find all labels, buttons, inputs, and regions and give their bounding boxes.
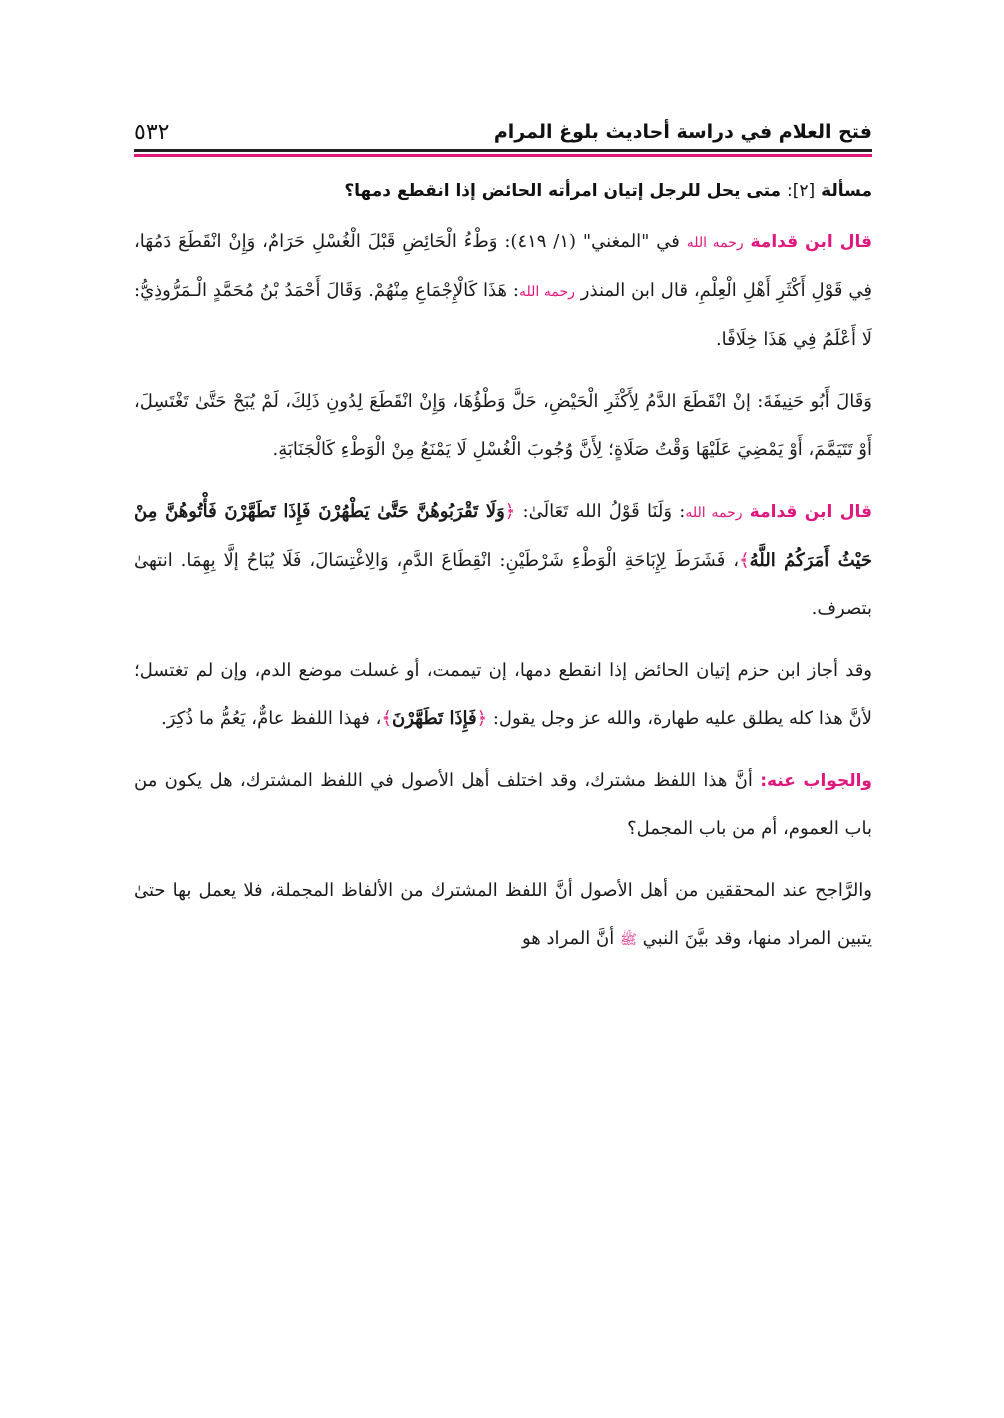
running-title: فتح العلام في دراسة أحاديث بلوغ المرام xyxy=(493,121,872,143)
page-header xyxy=(134,112,872,152)
paragraph-text: والرَّاجح عند المحققين من أهل الأصول أنَّ اللفظ المشترك من الألفاظ المجملة، فلا يعمل بها حتىٰ يتبين المراد منها، وقد بيَّنَ النبي xyxy=(134,880,872,949)
paragraph-text: أنَّ هذا اللفظ مشترك، وقد اختلف أهل الأصول في اللفظ المشترك، هل يكون من باب العموم، أم من باب المجمل؟ xyxy=(134,770,872,839)
quran-verse: فَإِذَا تَطَهَّرْنَ xyxy=(391,708,477,729)
paragraph-text: أنَّ المراد هو xyxy=(521,928,615,949)
paragraph-text: : وَلَنَا قَوْلُ الله تَعَالَىٰ: xyxy=(522,501,686,522)
honorific-symbol: رحمه الله xyxy=(518,284,575,300)
paragraph-5 xyxy=(134,757,872,853)
paragraph-text: وقد أجاز ابن حزم إتيان الحائض إذا انقطع دمها، إن تيممت، أو غسلت موضع الدم، وإن لم تغتسل؛ لأنَّ هذا كله يطلق عليه طهارة، والله عز وجل يقول: xyxy=(134,660,872,729)
answer-label: والجواب عنه: xyxy=(760,771,872,791)
paragraph-6 xyxy=(134,867,872,964)
speaker-label: قال ابن قدامة xyxy=(750,232,872,252)
quran-bracket-close: ﴾ xyxy=(381,708,392,729)
paragraph-3 xyxy=(134,488,872,633)
header-rule-pink xyxy=(134,154,872,157)
quran-bracket-open: ﴿ xyxy=(476,708,488,729)
honorific-symbol: رحمه الله xyxy=(685,505,743,521)
paragraph-text: ، فَشَرَطَ لِإِبَاحَةِ الْوَطْءِ شَرْطَيْنِ: انْقِطَاعَ الدَّمِ، وَالِاغْتِسَالَ، فَلَا يُبَاحُ إلَّا بِهِمَا. انتهىٰ بتصرف. xyxy=(134,550,872,619)
quran-bracket-close: ﴾ xyxy=(739,550,750,571)
quran-bracket-open: ﴿ xyxy=(504,501,516,522)
salutation-symbol: ﷺ xyxy=(619,932,637,948)
header-rule-dark xyxy=(134,149,872,152)
paragraph-text: ، فهذا اللفظ عامٌّ، يَعُمُّ ما ذُكِرَ. xyxy=(161,708,382,729)
quran-verse: وَلَا تَقْرَبُوهُنَّ حَتَّىٰ يَطْهُرْنَ فَإِذَا تَطَهَّرْنَ فَأْتُوهُنَّ مِنْ حَيْثُ أَمَرَكُمُ اللَّهُ xyxy=(134,501,872,571)
paragraph-text: في "المغني" (١/ ٤١٩): وَطْءُ الْحَائِضِ قَبْلَ الْغُسْلِ حَرَامٌ، وَإِنْ انْقَطَعَ دَمُهَا، فِي قَوْلِ أَكْثَرِ أَهْلِ الْعِلْمِ، قال ابن المنذر xyxy=(134,231,872,301)
page-number: ٥٣٢ xyxy=(134,119,170,145)
paragraph-1 xyxy=(134,218,872,364)
paragraph-text: وَقَالَ أَبُو حَنِيفَةَ: إنْ انْقَطَعَ الدَّمُ لِأَكْثَرِ الْحَيْضِ، حَلَّ وَطْؤُهَا، وَإِنْ انْقَطَعَ لِدُونِ ذَلِكَ، لَمْ يُبَحْ حَتَّىٰ تَغْتَسِلَ، أَوْ تَتَيَمَّمَ، أَوْ يَمْضِيَ عَلَيْهَا وَقْتُ صَلَاةٍ؛ لِأَنَّ وُجُوبَ الْغُسْلِ لَا يَمْنَعُ مِنْ الْوَطْءِ كَالْجَنَابَةِ. xyxy=(134,391,872,460)
paragraph-4 xyxy=(134,647,872,743)
paragraph-text: : هَذَا كَالْإِجْمَاعِ مِنْهُمْ. وَقَالَ أَحْمَدُ بْنُ مُحَمَّدٍ الْـمَرُّوذِيُّ: لَا أَعْلَمُ فِي هَذَا خِلَافًا. xyxy=(134,280,872,350)
issue-question: متى يحل للرجل إتيان امرأته الحائض إذا انقطع دمها؟ xyxy=(344,181,782,201)
page-content xyxy=(134,172,872,978)
paragraph-2 xyxy=(134,378,872,474)
issue-number: [٢]: xyxy=(787,181,816,201)
honorific-symbol: رحمه الله xyxy=(686,235,744,251)
issue-heading xyxy=(134,172,872,210)
issue-label: مسألة xyxy=(821,181,872,201)
speaker-label: قال ابن قدامة xyxy=(749,502,872,522)
